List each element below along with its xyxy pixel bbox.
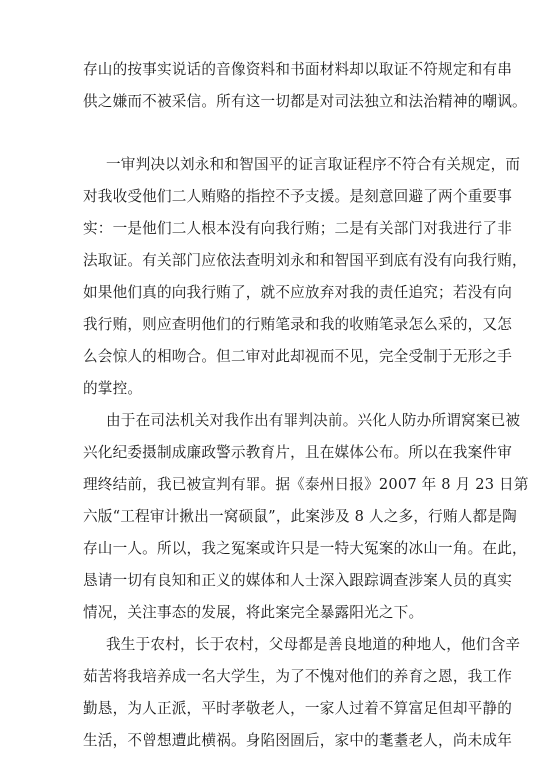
text-line: 法取证。有关部门应依法查明刘永和和智国平到底有没有向我行贿， xyxy=(83,252,527,269)
text-line: 勤恳，为人正派，平时孝敬老人，一家人过着不算富足但却平静的 xyxy=(83,700,513,717)
text-line: 兴化纪委摄制成廉政警示教育片，且在媒体公布。所以在我案件审 xyxy=(83,444,513,461)
text-line: 情况，关注事态的发展，将此案完全暴露阳光之下。 xyxy=(83,604,424,621)
text-line: 生活，不曾想遭此横祸。身陷囹圄后，家中的耄耋老人，尚未成年 xyxy=(83,732,513,749)
text-line: 我行贿，则应查明他们的行贿笔录和我的收贿笔录怎么采的，又怎 xyxy=(83,316,513,333)
text-line: 理终结前，我已被宣判有罪。据《泰州日报》2007 年 8 月 23 日第 xyxy=(83,476,529,493)
text-line: 六版“工程审计揪出一窝硕鼠”，此案涉及 8 人之多，行贿人都是陶 xyxy=(83,508,517,525)
paragraph-first-line: 一审判决以刘永和和智国平的证言取证程序不符合有关规定，而 xyxy=(106,156,521,173)
text-line: 实：一是他们二人根本没有向我行贿；二是有关部门对我进行了非 xyxy=(83,220,513,237)
text-line: 存山的按事实说话的音像资料和书面材料却以取证不符规定和有串 xyxy=(83,61,513,78)
paragraph-first-line: 由于在司法机关对我作出有罪判决前。兴化人防办所谓窝案已被 xyxy=(106,412,521,429)
text-line: 么会惊人的相吻合。但二审对此却视而不见，完全受制于无形之手 xyxy=(83,348,513,365)
text-line: 如果他们真的向我行贿了，就不应放弃对我的责任追究；若没有向 xyxy=(83,284,513,301)
text-line: 恳请一切有良知和正义的媒体和人士深入跟踪调查涉案人员的真实 xyxy=(83,572,513,589)
text-line: 对我收受他们二人贿赂的指控不予支援。是刻意回避了两个重要事 xyxy=(83,188,513,205)
paragraph-first-line: 我生于农村，长于农村，父母都是善良地道的种地人，他们含辛 xyxy=(106,636,521,653)
text-line: 供之嫌而不被采信。所有这一切都是对司法独立和法治精神的嘲讽。 xyxy=(83,93,527,110)
text-line: 的掌控。 xyxy=(83,380,143,397)
text-line: 存山一人。所以，我之冤案或许只是一特大冤案的冰山一角。在此， xyxy=(83,540,527,557)
text-line: 茹苦将我培养成一名大学生，为了不愧对他们的养育之恩，我工作 xyxy=(83,668,513,685)
